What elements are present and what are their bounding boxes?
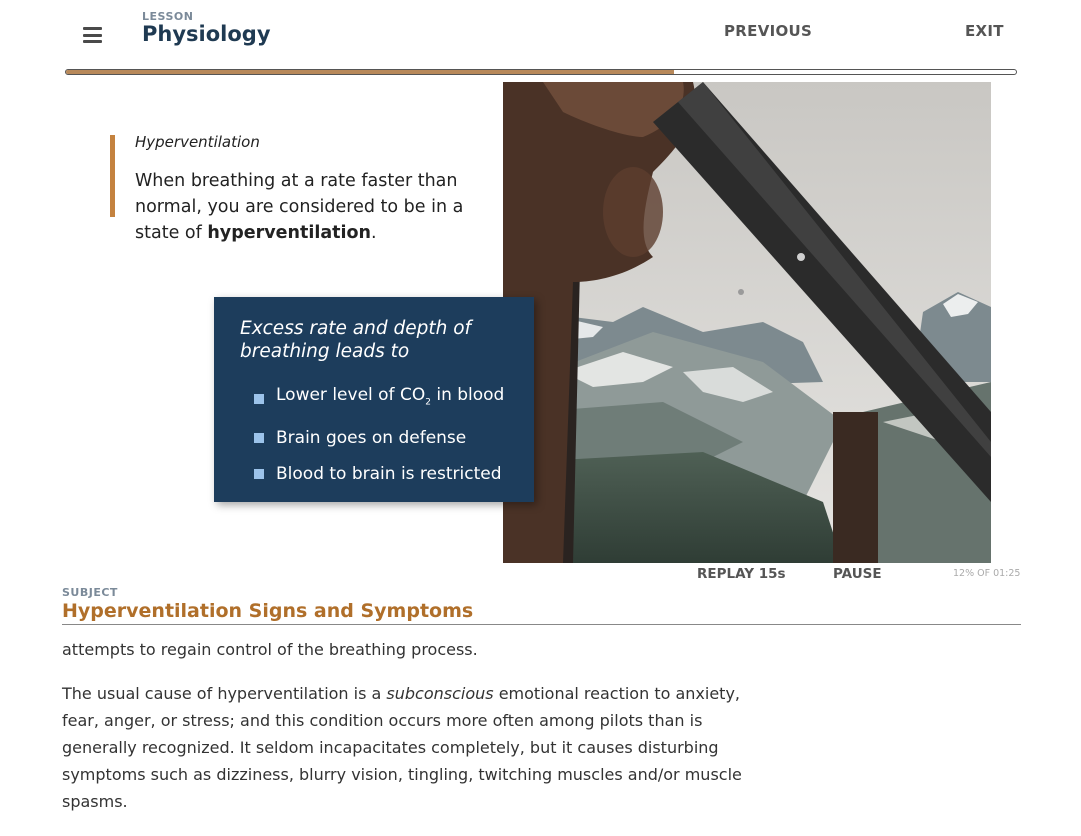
info-box-title: Excess rate and depth of breathing leads to [240,318,472,362]
replay-button[interactable]: REPLAY 15s [697,566,786,582]
pilot-window-illustration [503,82,991,563]
body-paragraph-2 [62,680,752,815]
previous-button[interactable]: PREVIOUS [724,22,813,40]
info-box-list [254,377,508,492]
media-progress-status: 12% OF 01:25 [953,568,1021,579]
subject-kicker: SUBJECT [62,586,118,599]
list-item [254,456,508,492]
list-item-text [276,377,504,420]
list-item-text: Blood to brain is restricted [276,464,502,485]
callout-text-after: . [370,223,377,243]
callout-accent-bar [110,135,115,217]
lesson-title: Physiology [142,22,271,46]
body-p2-after: emotional reaction to anxiety, fear, anger, or stress; and this condition occurs more often among pilots than is generally recognized. It seldom incapacitates completely, but it causes disturbing symptoms such as dizziness, blurry vision, tingling, twitching muscles and/or muscle spasms. [62,684,742,811]
callout-text [135,168,475,246]
exit-button[interactable]: EXIT [965,22,1004,40]
item1-after: in blood [430,385,505,405]
list-item [254,420,508,456]
list-item-text: Brain goes on defense [276,428,467,449]
body-p2-before: The usual cause of hyperventilation is a [62,684,387,703]
body-paragraph-1: attempts to regain control of the breathing process. [62,640,478,659]
item1-sub: 2 [425,397,431,408]
subject-title: Hyperventilation Signs and Symptoms [62,600,474,622]
square-bullet-icon [254,394,264,404]
lesson-kicker: LESSON [142,10,194,23]
list-item [254,377,508,420]
pause-button[interactable]: PAUSE [833,566,882,582]
callout-kicker: Hyperventilation [135,133,260,151]
body-p2-emphasis: subconscious [386,684,494,703]
square-bullet-icon [254,469,264,479]
pilot-window-photo [503,82,991,563]
menu-line [83,34,102,37]
callout-text-before: When breathing at a rate faster than normal, you are considered to be in a state of [135,171,464,243]
item1-before: Lower level of CO [276,385,426,405]
lesson-progress-fill [66,70,674,74]
callout-term: hyperventilation [207,223,371,243]
menu-line [83,40,102,43]
subject-divider [62,624,1021,625]
hamburger-menu-icon[interactable] [83,27,102,43]
menu-line [83,27,102,30]
info-box [214,297,534,502]
lesson-progress-bar [65,69,1017,75]
square-bullet-icon [254,433,264,443]
